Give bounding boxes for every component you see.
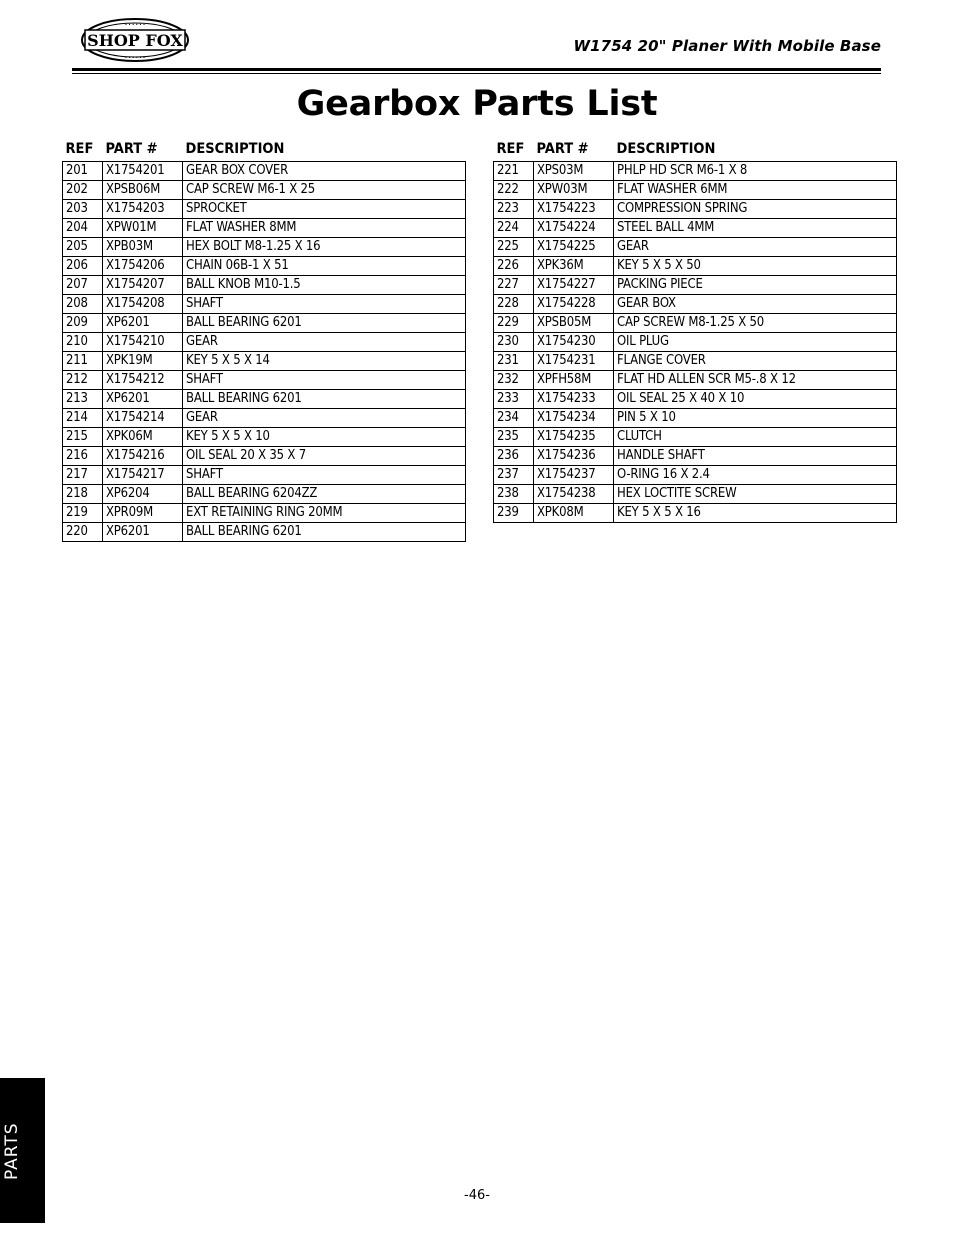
ref-cell: 209: [63, 314, 103, 333]
ref-cell: 239: [494, 504, 534, 523]
table-row: [63, 181, 466, 200]
table-row: [494, 295, 897, 314]
description-cell: PHLP HD SCR M6-1 X 8: [614, 162, 897, 181]
ref-cell: 214: [63, 409, 103, 428]
description-cell: KEY 5 X 5 X 14: [183, 352, 466, 371]
table-row: [494, 504, 897, 523]
table-row: [494, 200, 897, 219]
svg-text:• • • • • •: • • • • • •: [124, 22, 146, 27]
ref-cell: 231: [494, 352, 534, 371]
description-cell: HANDLE SHAFT: [614, 447, 897, 466]
ref-cell: 218: [63, 485, 103, 504]
part-number-cell: X1754233: [534, 390, 614, 409]
part-number-cell: X1754203: [103, 200, 183, 219]
ref-cell: 217: [63, 466, 103, 485]
part-number-cell: XPR09M: [103, 504, 183, 523]
parts-table-left: [62, 139, 466, 542]
part-number-cell: XPSB05M: [534, 314, 614, 333]
ref-cell: 223: [494, 200, 534, 219]
ref-cell: 213: [63, 390, 103, 409]
part-number-cell: X1754208: [103, 295, 183, 314]
ref-cell: 224: [494, 219, 534, 238]
table-row: [494, 219, 897, 238]
ref-cell: 238: [494, 485, 534, 504]
description-cell: BALL BEARING 6201: [183, 523, 466, 542]
description-cell: HEX BOLT M8-1.25 X 16: [183, 238, 466, 257]
table-row: [63, 371, 466, 390]
table-row: [63, 409, 466, 428]
table-row: [494, 428, 897, 447]
description-cell: FLAT WASHER 6MM: [614, 181, 897, 200]
description-cell: GEAR BOX COVER: [183, 162, 466, 181]
ref-cell: 234: [494, 409, 534, 428]
parts-table-right-body: [494, 162, 897, 523]
ref-cell: 220: [63, 523, 103, 542]
column-header-description: DESCRIPTION: [616, 141, 716, 157]
part-number-cell: X1754236: [534, 447, 614, 466]
description-cell: SPROCKET: [183, 200, 466, 219]
part-number-cell: XP6204: [103, 485, 183, 504]
ref-cell: 208: [63, 295, 103, 314]
part-number-cell: X1754235: [534, 428, 614, 447]
table-row: [63, 219, 466, 238]
description-cell: KEY 5 X 5 X 50: [614, 257, 897, 276]
ref-cell: 235: [494, 428, 534, 447]
description-cell: CAP SCREW M8-1.25 X 50: [614, 314, 897, 333]
description-cell: GEAR BOX: [614, 295, 897, 314]
table-row: [63, 352, 466, 371]
column-header-ref: REF: [496, 141, 525, 157]
part-number-cell: XPB03M: [103, 238, 183, 257]
ref-cell: 230: [494, 333, 534, 352]
ref-cell: 202: [63, 181, 103, 200]
ref-cell: 211: [63, 352, 103, 371]
table-row: [63, 523, 466, 542]
table-row: [63, 162, 466, 181]
table-row: [63, 295, 466, 314]
part-number-cell: X1754223: [534, 200, 614, 219]
description-cell: FLAT HD ALLEN SCR M5-.8 X 12: [614, 371, 897, 390]
table-row: [63, 333, 466, 352]
shop-fox-logo: [80, 17, 190, 63]
table-row: [494, 485, 897, 504]
column-header-description: DESCRIPTION: [185, 141, 285, 157]
part-number-cell: X1754234: [534, 409, 614, 428]
ref-cell: 232: [494, 371, 534, 390]
description-cell: OIL SEAL 20 X 35 X 7: [183, 447, 466, 466]
description-cell: PACKING PIECE: [614, 276, 897, 295]
table-row: [63, 314, 466, 333]
ref-cell: 221: [494, 162, 534, 181]
part-number-cell: X1754217: [103, 466, 183, 485]
ref-cell: 229: [494, 314, 534, 333]
table-row: [494, 466, 897, 485]
table-row: [494, 314, 897, 333]
table-row: [494, 257, 897, 276]
table-row: [63, 276, 466, 295]
description-cell: GEAR: [183, 409, 466, 428]
part-number-cell: XP6201: [103, 523, 183, 542]
part-number-cell: X1754214: [103, 409, 183, 428]
part-number-cell: X1754201: [103, 162, 183, 181]
table-row: [63, 390, 466, 409]
part-number-cell: X1754231: [534, 352, 614, 371]
description-cell: CHAIN 06B-1 X 51: [183, 257, 466, 276]
part-number-cell: X1754228: [534, 295, 614, 314]
description-cell: KEY 5 X 5 X 16: [614, 504, 897, 523]
table-row: [63, 238, 466, 257]
description-cell: SHAFT: [183, 466, 466, 485]
column-header-part: PART #: [105, 141, 158, 157]
svg-text:• • • • • •: • • • • • •: [124, 55, 146, 60]
part-number-cell: X1754210: [103, 333, 183, 352]
description-cell: BALL BEARING 6204ZZ: [183, 485, 466, 504]
description-cell: STEEL BALL 4MM: [614, 219, 897, 238]
part-number-cell: X1754230: [534, 333, 614, 352]
table-row: [63, 428, 466, 447]
ref-cell: 210: [63, 333, 103, 352]
table-row: [63, 485, 466, 504]
table-row: [494, 238, 897, 257]
part-number-cell: XPW03M: [534, 181, 614, 200]
logo-text: SHOP FOX: [87, 31, 183, 50]
ref-cell: 206: [63, 257, 103, 276]
part-number-cell: X1754216: [103, 447, 183, 466]
table-row: [63, 257, 466, 276]
table-row: [494, 447, 897, 466]
table-row: [494, 352, 897, 371]
description-cell: BALL BEARING 6201: [183, 314, 466, 333]
part-number-cell: XPSB06M: [103, 181, 183, 200]
page-title: Gearbox Parts List: [296, 84, 658, 124]
ref-cell: 227: [494, 276, 534, 295]
ref-cell: 237: [494, 466, 534, 485]
parts-table-left-body: [63, 162, 466, 542]
description-cell: FLANGE COVER: [614, 352, 897, 371]
part-number-cell: X1754207: [103, 276, 183, 295]
description-cell: EXT RETAINING RING 20MM: [183, 504, 466, 523]
table-row: [494, 390, 897, 409]
ref-cell: 201: [63, 162, 103, 181]
table-row: [63, 504, 466, 523]
part-number-cell: X1754238: [534, 485, 614, 504]
table-row: [63, 200, 466, 219]
ref-cell: 207: [63, 276, 103, 295]
ref-cell: 215: [63, 428, 103, 447]
description-cell: SHAFT: [183, 295, 466, 314]
description-cell: KEY 5 X 5 X 10: [183, 428, 466, 447]
ref-cell: 225: [494, 238, 534, 257]
table-row: [494, 409, 897, 428]
description-cell: HEX LOCTITE SCREW: [614, 485, 897, 504]
description-cell: O-RING 16 X 2.4: [614, 466, 897, 485]
part-number-cell: XP6201: [103, 390, 183, 409]
part-number-cell: X1754225: [534, 238, 614, 257]
part-number-cell: XPK19M: [103, 352, 183, 371]
part-number-cell: XPK08M: [534, 504, 614, 523]
ref-cell: 203: [63, 200, 103, 219]
table-row: [63, 447, 466, 466]
column-header-ref: REF: [65, 141, 94, 157]
ref-cell: 236: [494, 447, 534, 466]
part-number-cell: X1754224: [534, 219, 614, 238]
part-number-cell: X1754206: [103, 257, 183, 276]
table-row: [494, 276, 897, 295]
header-rule-thin: [72, 73, 881, 74]
part-number-cell: XPS03M: [534, 162, 614, 181]
description-cell: COMPRESSION SPRING: [614, 200, 897, 219]
part-number-cell: XPK06M: [103, 428, 183, 447]
ref-cell: 228: [494, 295, 534, 314]
column-header-part: PART #: [536, 141, 589, 157]
ref-cell: 212: [63, 371, 103, 390]
header-rule-thick: [72, 68, 881, 71]
description-cell: CLUTCH: [614, 428, 897, 447]
description-cell: PIN 5 X 10: [614, 409, 897, 428]
ref-cell: 233: [494, 390, 534, 409]
part-number-cell: X1754227: [534, 276, 614, 295]
description-cell: CAP SCREW M6-1 X 25: [183, 181, 466, 200]
page-number: -46-: [464, 1188, 490, 1203]
ref-cell: 226: [494, 257, 534, 276]
description-cell: OIL SEAL 25 X 40 X 10: [614, 390, 897, 409]
part-number-cell: XPK36M: [534, 257, 614, 276]
description-cell: BALL BEARING 6201: [183, 390, 466, 409]
table-row: [494, 181, 897, 200]
ref-cell: 222: [494, 181, 534, 200]
part-number-cell: X1754212: [103, 371, 183, 390]
table-row: [494, 162, 897, 181]
ref-cell: 216: [63, 447, 103, 466]
description-cell: GEAR: [183, 333, 466, 352]
part-number-cell: XP6201: [103, 314, 183, 333]
table-row: [63, 466, 466, 485]
description-cell: SHAFT: [183, 371, 466, 390]
description-cell: GEAR: [614, 238, 897, 257]
side-tab-label: PARTS: [2, 1122, 22, 1180]
table-row: [494, 333, 897, 352]
ref-cell: 205: [63, 238, 103, 257]
ref-cell: 219: [63, 504, 103, 523]
description-cell: BALL KNOB M10-1.5: [183, 276, 466, 295]
description-cell: FLAT WASHER 8MM: [183, 219, 466, 238]
part-number-cell: X1754237: [534, 466, 614, 485]
document-title: W1754 20" Planer With Mobile Base: [573, 37, 881, 55]
description-cell: OIL PLUG: [614, 333, 897, 352]
part-number-cell: XPW01M: [103, 219, 183, 238]
ref-cell: 204: [63, 219, 103, 238]
parts-table-right: [493, 139, 897, 523]
part-number-cell: XPFH58M: [534, 371, 614, 390]
table-row: [494, 371, 897, 390]
